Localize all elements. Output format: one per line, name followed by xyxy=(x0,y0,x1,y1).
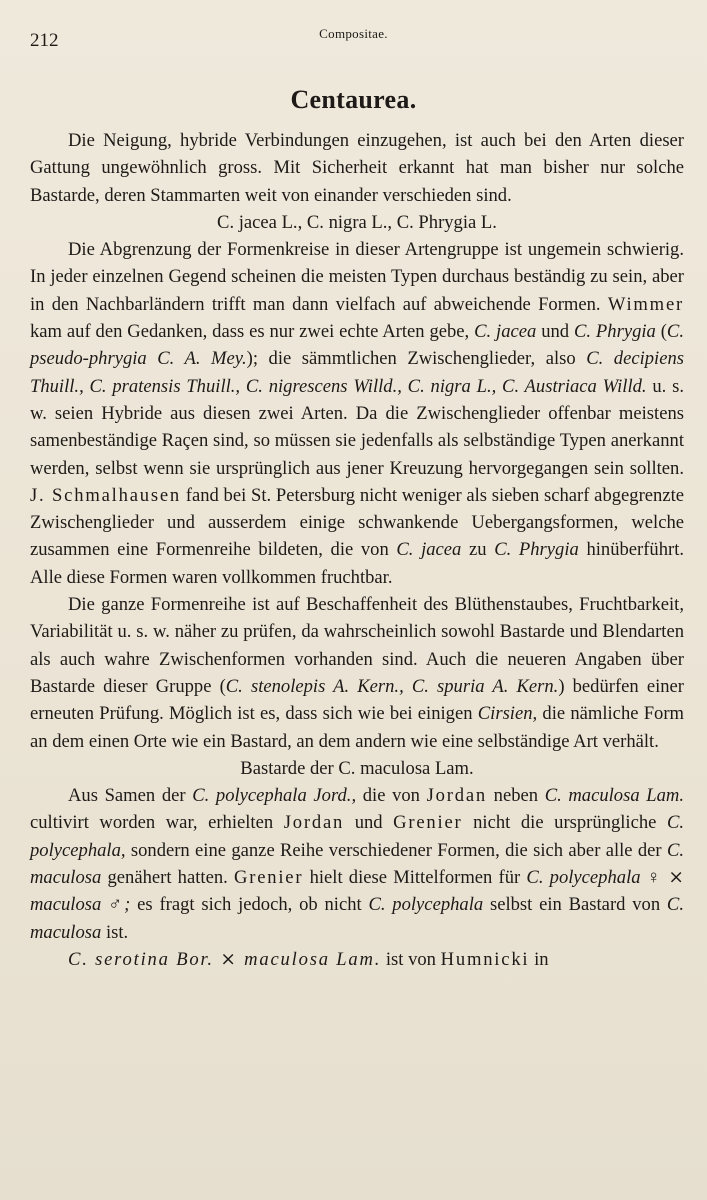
intro-paragraph: Die Neigung, hybride Verbindungen einzugehen, ist auch bei den Arten dieser Gattung ungewöhnlich gross. Mit Sicherheit erkannt hat man bisher nur solche Bastarde, deren Stammarten weit von einander verschieden sind. xyxy=(30,130,684,206)
author-name: Humnicki xyxy=(440,948,530,970)
body-text xyxy=(30,127,684,973)
author-name: Wimmer xyxy=(607,293,684,315)
jacea-paragraph-1: Die Abgrenzung der Formenkreise in dieser Artengruppe ist ungemein schwierig. In jeder einzelnen Gegend scheinen die meisten Typen durchaus beständig zu sein, aber in den Nachbarländern trifft man dann vielfach auf abweichende Formen. Wimmer kam auf den Gedanken, dass es nur zwei echte Arten gebe, C. jacea und C. Phrygia (C. pseudo-phrygia C. A. Mey.); die sämmtlichen Zwischenglieder, also C. decipiens Thuill., C. pratensis Thuill., C. nigrescens Willd., C. nigra L., C. Austriaca Willd. u. s. w. seien Hybride aus diesen zwei Arten. Da die Zwischenglieder offenbar meistens samenbeständige Raçen sind, so müssen sie jedenfalls als selbständige Typen anerkannt werden, selbst wenn sie ursprünglich aus jener Kreuzung hervorgegangen sein sollten. J. Schmalhausen fand bei St. Petersburg nicht weniger als sieben scharf abgegrenzte Zwischenglieder und ausserdem einige schwankende Uebergangsformen, welche zusammen eine Formenreihe bildeten, die von C. jacea zu C. Phrygia hinüberführt. Alle diese Formen waren vollkommen fruchtbar. xyxy=(30,239,685,588)
jacea-paragraph-2: Die ganze Formenreihe ist auf Beschaffenheit des Blüthenstaubes, Fruchtbarkeit, Variabilität u. s. w. näher zu prüfen, da wahrscheinlich sowohl Bastarde und Blendarten als auch wahre Zwischenformen vorhanden sind. Auch die neueren Angaben über Bastarde dieser Gruppe (C. stenolepis A. Kern., C. spuria A. Kern.) bedürfen einer erneuten Prüfung. Möglich ist es, dass sich wie bei einigen Cirsien, die nämliche Form an dem einen Orte wie ein Bastard, an dem andern wie eine selbständige Art verhält. xyxy=(30,594,685,752)
section-title: Centaurea. xyxy=(290,85,417,114)
author-name: Jordan xyxy=(283,812,345,834)
author-name: Grenier xyxy=(233,867,304,889)
subheading-maculosa: Bastarde der C. maculosa Lam. xyxy=(240,757,474,779)
running-title: Compositae. xyxy=(319,26,388,41)
author-name: Jordan xyxy=(426,785,487,807)
subheading-jacea-group: C. jacea L., C. nigra L., C. Phrygia L. xyxy=(217,211,497,233)
author-name: J. Schmalhausen xyxy=(30,484,182,506)
maculosa-paragraph-2: C. serotina Bor. ⨯ maculosa Lam. ist von Humnicki in xyxy=(68,948,549,970)
maculosa-paragraph-1: Aus Samen der C. polycephala Jord., die von Jordan neben C. maculosa Lam. cultivirt worden war, erhielten Jordan und Grenier nicht die ursprüngliche C. polycephala, sondern eine ganze Reihe verschiedener Formen, die sich aber alle der C. maculosa genähert hatten. Grenier hielt diese Mittelformen für C. polycephala ♀ ⨯ maculosa ♂; es fragt sich jedoch, ob nicht C. polycephala selbst ein Bastard von C. maculosa ist. xyxy=(30,785,685,943)
page-number: 212 xyxy=(30,30,59,51)
page-header xyxy=(30,26,677,52)
author-name: Grenier xyxy=(393,812,463,834)
